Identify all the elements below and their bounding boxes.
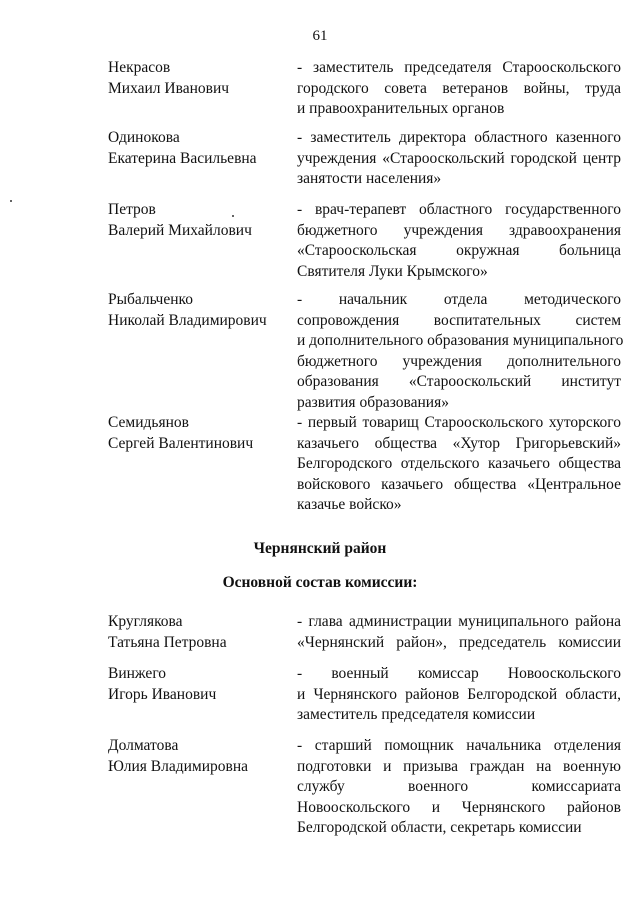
member-role — [297, 612, 621, 653]
role-line: - заместитель председателя Старооскольского — [297, 59, 621, 76]
member-role — [297, 58, 621, 120]
member-given-names: Игорь Иванович — [108, 685, 217, 703]
role-line: - начальник отдела методического — [297, 291, 621, 308]
role-line: «Чернянский район», председатель комиссии — [297, 633, 621, 651]
member-surname: Некрасов — [108, 59, 171, 76]
member-role — [297, 290, 624, 413]
role-line: заместитель председателя комиссии — [297, 706, 536, 723]
member-given-names: Николай Владимирович — [108, 311, 267, 329]
member-name — [108, 612, 288, 653]
role-line: - глава администрации муниципального района — [297, 613, 621, 630]
district-heading: Чернянский район — [253, 540, 387, 557]
role-line: занятости населения» — [297, 170, 442, 187]
page-number: 61 — [312, 28, 328, 44]
role-line: и дополнительного образования муниципального — [297, 332, 624, 349]
member-name — [108, 413, 288, 454]
member-given-names: Валерий Михайлович — [108, 221, 252, 239]
member-name — [108, 200, 288, 241]
role-line: войскового казачьего общества «Центральное — [297, 475, 621, 493]
role-line: бюджетного учреждения дополнительного — [297, 352, 621, 370]
member-given-names: Юлия Владимировна — [108, 757, 248, 775]
member-given-names: Екатерина Васильевна — [108, 149, 257, 167]
role-line: учреждения «Старооскольский городской центр — [297, 149, 621, 167]
member-name — [108, 128, 288, 169]
scan-speck — [232, 215, 234, 217]
role-line: городского совета ветеранов войны, труда — [297, 79, 621, 97]
member-name — [108, 58, 288, 99]
role-line: Новооскольского и Чернянского районов — [297, 798, 621, 816]
role-line: сопровождения воспитательных систем — [297, 311, 621, 329]
role-line: службу военного комиссариата — [297, 778, 621, 795]
member-role — [297, 128, 621, 190]
role-line: казачьего общества «Хутор Григорьевский» — [297, 434, 621, 452]
role-line: - заместитель директора областного казенного — [297, 129, 621, 146]
role-line: Белгородского отдельского казачьего общества — [297, 455, 621, 472]
commission-heading: Основной состав комиссии: — [222, 574, 418, 591]
role-line: и правоохранительных органов — [297, 100, 505, 117]
role-line: и Чернянского районов Белгородской области, — [297, 685, 621, 703]
member-role — [297, 736, 621, 839]
member-surname: Петров — [108, 201, 156, 218]
role-line: подготовки и призыва граждан на военную — [297, 757, 621, 775]
member-given-names: Татьяна Петровна — [108, 633, 227, 651]
role-line: «Старооскольская окружная больница — [297, 242, 621, 259]
member-surname: Долматова — [108, 737, 179, 754]
role-line: казачье войско» — [297, 496, 402, 513]
member-role — [297, 664, 621, 726]
role-line: бюджетного учреждения здравоохранения — [297, 221, 621, 239]
member-surname: Одинокова — [108, 129, 180, 146]
member-role — [297, 413, 621, 516]
scan-speck — [10, 200, 12, 202]
member-name — [108, 736, 288, 777]
role-line: - военный комиссар Новооскольского — [297, 665, 621, 682]
member-surname: Семидьянов — [108, 414, 189, 431]
member-given-names: Сергей Валентинович — [108, 434, 254, 452]
role-line: - врач-терапевт областного государственного — [297, 201, 621, 218]
member-given-names: Михаил Иванович — [108, 79, 230, 97]
member-role — [297, 200, 621, 282]
member-surname: Круглякова — [108, 613, 183, 630]
role-line: образования «Старооскольский институт — [297, 373, 621, 390]
member-name — [108, 664, 288, 705]
role-line: - старший помощник начальника отделения — [297, 737, 621, 754]
role-line: развития образования» — [297, 393, 449, 411]
member-name — [108, 290, 288, 331]
role-line: Белгородской области, секретарь комиссии — [297, 819, 582, 836]
role-line: - первый товарищ Старооскольского хуторского — [297, 414, 621, 431]
role-line: Святителя Луки Крымского» — [297, 262, 488, 280]
member-surname: Винжего — [108, 665, 167, 682]
member-surname: Рыбальченко — [108, 291, 194, 308]
